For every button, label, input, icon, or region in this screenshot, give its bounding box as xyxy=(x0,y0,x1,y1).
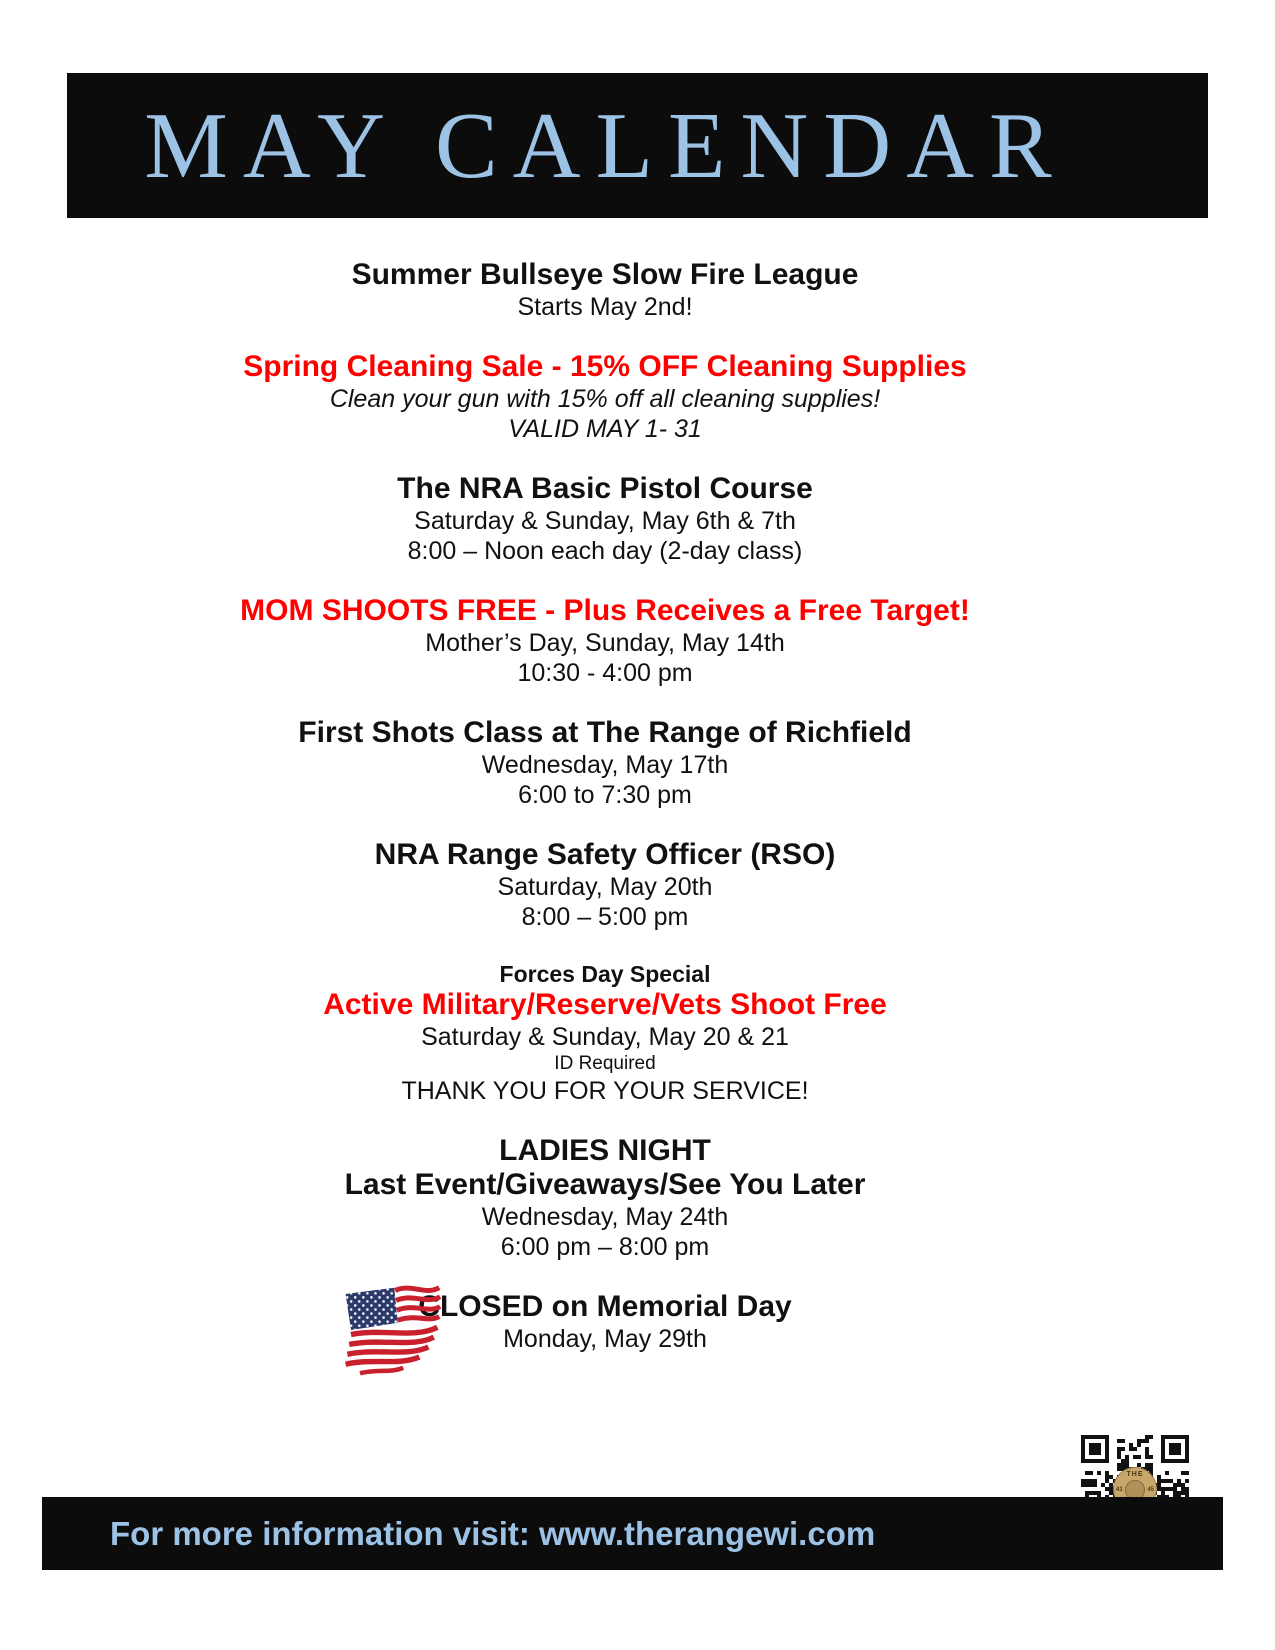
event-line: First Shots Class at The Range of Richfield xyxy=(298,716,912,749)
event-line: Wednesday, May 24th xyxy=(481,1203,729,1231)
event-line: Clean your gun with 15% off all cleaning supplies! xyxy=(329,385,881,413)
title-banner xyxy=(67,73,1208,218)
event-line: Mother’s Day, Sunday, May 14th xyxy=(425,629,785,657)
event-line: 8:00 – 5:00 pm xyxy=(521,903,689,931)
us-flag-icon-wrap xyxy=(333,1278,441,1382)
us-flag-icon xyxy=(333,1278,441,1382)
event-line: 6:00 pm – 8:00 pm xyxy=(500,1233,710,1261)
events-list xyxy=(0,258,1210,1382)
event-section xyxy=(0,1134,1210,1262)
event-line: ID Required xyxy=(554,1053,656,1074)
event-section xyxy=(0,594,1210,688)
event-section xyxy=(0,1290,1210,1354)
event-line: NRA Range Safety Officer (RSO) xyxy=(374,838,836,871)
event-line: Wednesday, May 17th xyxy=(481,751,729,779)
event-section xyxy=(0,472,1210,566)
event-line: Spring Cleaning Sale - 15% OFF Cleaning Supplies xyxy=(243,350,967,383)
event-section xyxy=(0,838,1210,932)
event-line: Last Event/Giveaways/See You Later xyxy=(344,1168,866,1201)
event-section xyxy=(0,716,1210,810)
footer-banner xyxy=(42,1497,1223,1570)
footer-info-text: For more information visit: www.therangewi.com xyxy=(110,1514,876,1552)
qr-logo-text-top: THE xyxy=(1126,1471,1144,1478)
event-line: 6:00 to 7:30 pm xyxy=(518,781,692,809)
event-line: Active Military/Reserve/Vets Shoot Free xyxy=(323,988,887,1021)
qr-logo-num-right: 45 xyxy=(1147,1487,1154,1493)
event-section xyxy=(0,960,1210,1106)
event-line: VALID MAY 1- 31 xyxy=(508,415,702,443)
event-line: Saturday & Sunday, May 20 & 21 xyxy=(421,1023,789,1051)
event-line: 8:00 – Noon each day (2-day class) xyxy=(407,537,803,565)
qr-logo-num-left: 41 xyxy=(1116,1487,1123,1493)
event-line: Starts May 2nd! xyxy=(517,293,693,321)
event-line: The NRA Basic Pistol Course xyxy=(397,472,813,505)
event-line: MOM SHOOTS FREE - Plus Receives a Free Target! xyxy=(240,594,970,627)
event-line: Monday, May 29th xyxy=(503,1325,707,1353)
event-line: 10:30 - 4:00 pm xyxy=(517,659,693,687)
event-line: LADIES NIGHT xyxy=(499,1134,711,1167)
event-line: Forces Day Special xyxy=(499,961,711,987)
event-line: CLOSED on Memorial Day xyxy=(418,1290,792,1323)
event-section xyxy=(0,350,1210,444)
event-line: Saturday, May 20th xyxy=(497,873,713,901)
page-title: MAY CALENDAR xyxy=(144,93,1067,198)
event-line: Saturday & Sunday, May 6th & 7th xyxy=(414,507,796,535)
event-line: THANK YOU FOR YOUR SERVICE! xyxy=(401,1077,809,1105)
event-line: Summer Bullseye Slow Fire League xyxy=(351,258,859,291)
event-section xyxy=(0,258,1210,322)
